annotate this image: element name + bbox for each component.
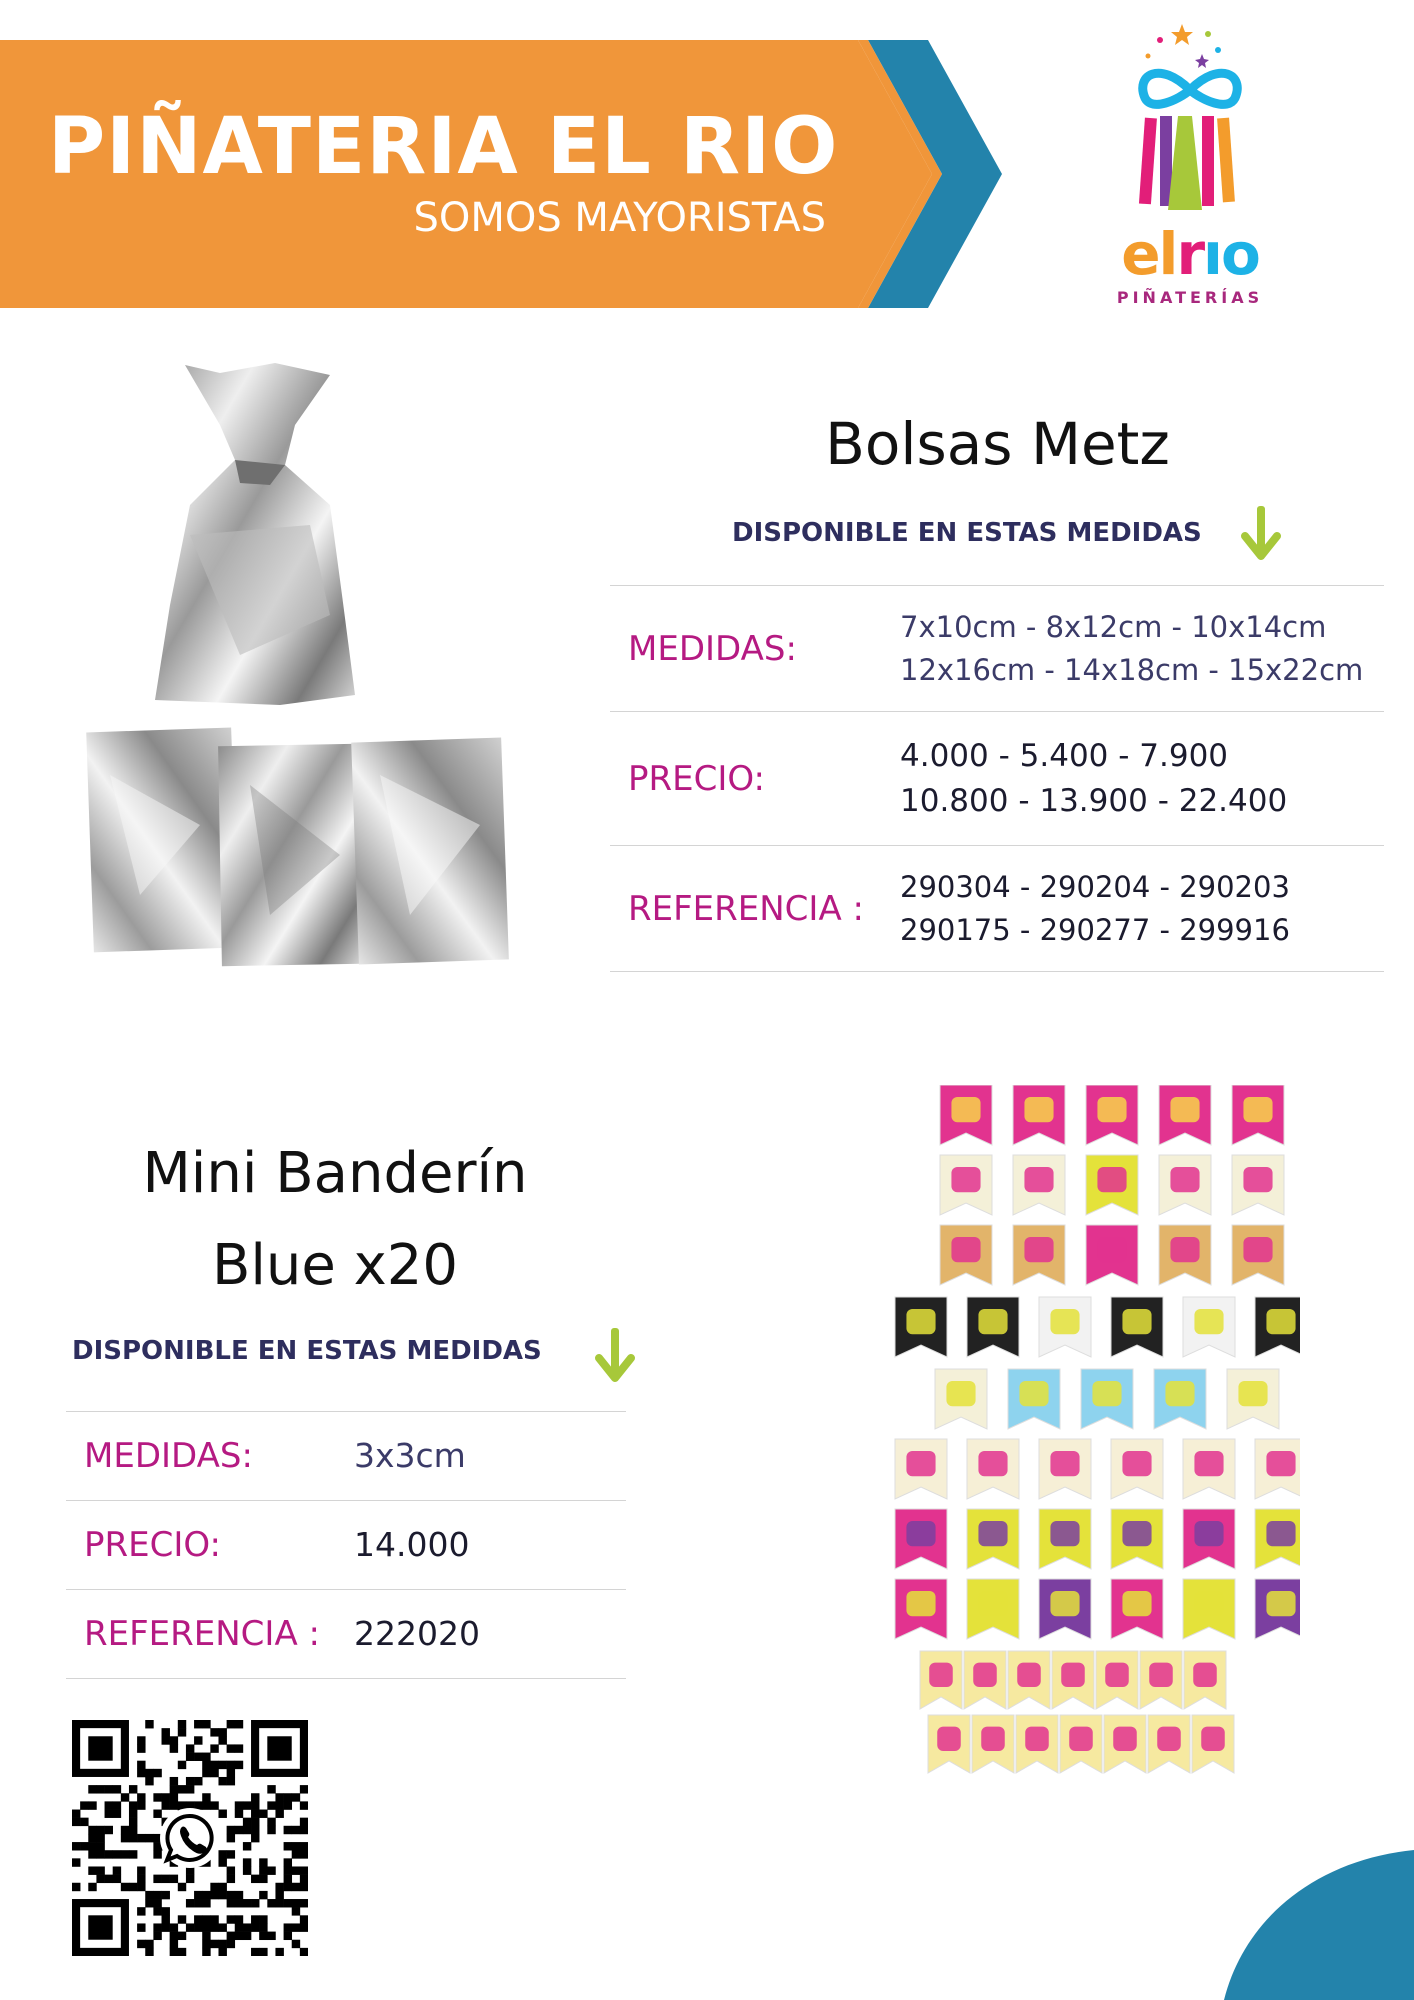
- flag-pennant: [1086, 1155, 1138, 1215]
- flag-pennant: [1255, 1579, 1300, 1639]
- flag-pennant: [1086, 1225, 1138, 1285]
- spec-label: PRECIO:: [66, 1501, 354, 1590]
- arrow-down-icon: [594, 1328, 636, 1384]
- spec-label: MEDIDAS:: [610, 586, 900, 712]
- spec-label: REFERENCIA :: [66, 1590, 354, 1679]
- flag-pennant: [920, 1651, 962, 1709]
- flag-pennant: [1192, 1715, 1234, 1773]
- spec-label: PRECIO:: [610, 712, 900, 846]
- store-slogan: SOMOS MAYORISTAS: [413, 195, 826, 241]
- flag-pennant: [1255, 1439, 1300, 1499]
- flag-pennant: [1104, 1715, 1146, 1773]
- header-banner: [0, 40, 1002, 308]
- logo-tagline: PIÑATERÍAS: [1116, 288, 1264, 307]
- flag-pennant: [895, 1509, 947, 1569]
- gift-logo-icon: [1090, 20, 1290, 220]
- flag-pennant: [1255, 1297, 1300, 1357]
- flag-pennant: [895, 1297, 947, 1357]
- flag-pennant: [1039, 1439, 1091, 1499]
- flag-pennant: [967, 1439, 1019, 1499]
- spec-value-medidas: 7x10cm - 8x12cm - 10x14cm 12x16cm - 14x18cm - 15x22cm: [900, 586, 1384, 712]
- flag-pennant: [967, 1579, 1019, 1639]
- flag-pennant: [1232, 1155, 1284, 1215]
- flag-pennant: [940, 1085, 992, 1145]
- product2-availability: DISPONIBLE EN ESTAS MEDIDAS: [72, 1336, 542, 1366]
- flag-pennant: [1039, 1579, 1091, 1639]
- flag-pennant: [967, 1509, 1019, 1569]
- flag-pennant: [1008, 1369, 1060, 1429]
- flag-pennant: [1086, 1085, 1138, 1145]
- flag-pennant: [1060, 1715, 1102, 1773]
- mini-banderin-image: [890, 1085, 1300, 1780]
- spec-label: MEDIDAS:: [66, 1412, 354, 1501]
- spec-row-medidas: [66, 1412, 626, 1501]
- flag-pennant: [1159, 1085, 1211, 1145]
- spec-row-medidas: [610, 586, 1384, 712]
- product1-availability: DISPONIBLE EN ESTAS MEDIDAS: [732, 518, 1202, 548]
- spec-value-referencia: 222020: [354, 1590, 626, 1679]
- flag-pennant: [1183, 1509, 1235, 1569]
- spec-label: REFERENCIA :: [610, 846, 900, 972]
- flag-pennant: [1111, 1439, 1163, 1499]
- flag-pennant: [1159, 1225, 1211, 1285]
- store-name: PIÑATERIA EL RIO: [48, 102, 839, 192]
- spec-row-referencia: [610, 846, 1384, 972]
- flag-pennant: [1148, 1715, 1190, 1773]
- spec-value-precio: 14.000: [354, 1501, 626, 1590]
- flag-pennant: [1013, 1225, 1065, 1285]
- logo-wordmark: elrıo: [1121, 220, 1259, 288]
- spec-value-precio: 4.000 - 5.400 - 7.900 10.800 - 13.900 - 22.400: [900, 712, 1384, 846]
- qr-code-icon[interactable]: [72, 1720, 308, 1956]
- flag-pennant: [967, 1297, 1019, 1357]
- product2-spec-table: [66, 1411, 626, 1679]
- flag-pennant: [1183, 1439, 1235, 1499]
- flag-pennant: [964, 1651, 1006, 1709]
- flag-pennant: [1111, 1297, 1163, 1357]
- flag-pennant: [928, 1715, 970, 1773]
- product1-spec-table: [610, 585, 1384, 972]
- product1-title: Bolsas Metz: [825, 410, 1170, 478]
- spec-row-precio: [66, 1501, 626, 1590]
- flag-pennant: [895, 1579, 947, 1639]
- flag-pennant: [1184, 1651, 1226, 1709]
- flag-pennant: [895, 1439, 947, 1499]
- flag-pennant: [972, 1715, 1014, 1773]
- flag-pennant: [1227, 1369, 1279, 1429]
- flag-pennant: [1013, 1085, 1065, 1145]
- flag-pennant: [1081, 1369, 1133, 1429]
- spec-value-medidas: 3x3cm: [354, 1412, 626, 1501]
- flag-pennant: [1096, 1651, 1138, 1709]
- flag-pennant: [1111, 1579, 1163, 1639]
- product2-title: Mini Banderín Blue x20: [142, 1141, 528, 1298]
- flag-pennant: [1183, 1579, 1235, 1639]
- flag-pennant: [1255, 1509, 1300, 1569]
- flag-pennant: [940, 1225, 992, 1285]
- flag-pennant: [1183, 1297, 1235, 1357]
- flag-pennant: [1159, 1155, 1211, 1215]
- flag-pennant: [1232, 1225, 1284, 1285]
- arrow-down-icon: [1240, 506, 1282, 562]
- bolsas-metz-image: [80, 355, 540, 975]
- flag-pennant: [1052, 1651, 1094, 1709]
- flag-pennant: [1232, 1085, 1284, 1145]
- spec-value-referencia: 290304 - 290204 - 290203 290175 - 290277 - 299916: [900, 846, 1384, 972]
- flag-pennant: [1008, 1651, 1050, 1709]
- flag-pennant: [1039, 1297, 1091, 1357]
- spec-row-referencia: [66, 1590, 626, 1679]
- flag-pennant: [940, 1155, 992, 1215]
- flag-pennant: [1039, 1509, 1091, 1569]
- flag-pennant: [1140, 1651, 1182, 1709]
- flag-pennant: [1154, 1369, 1206, 1429]
- spec-row-precio: [610, 712, 1384, 846]
- flag-pennant: [935, 1369, 987, 1429]
- flag-pennant: [1013, 1155, 1065, 1215]
- brand-logo: [1090, 20, 1290, 312]
- flag-pennant: [1016, 1715, 1058, 1773]
- corner-decoration: [1224, 1850, 1414, 2000]
- flag-pennant: [1111, 1509, 1163, 1569]
